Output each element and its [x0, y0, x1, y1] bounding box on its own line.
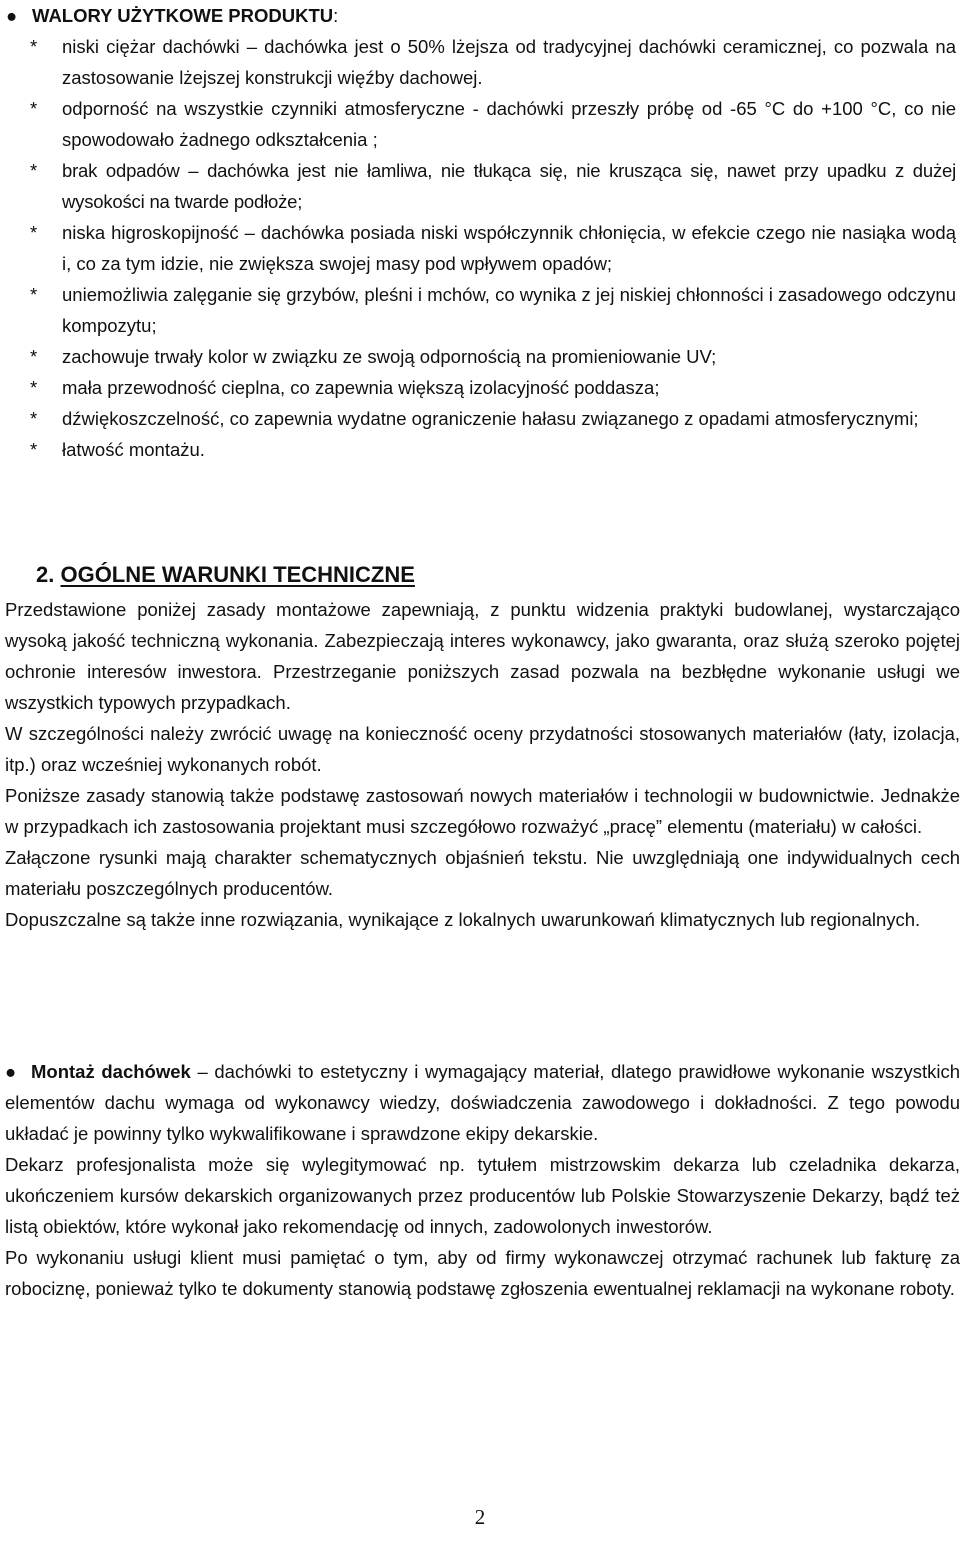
section-name: OGÓLNE WARUNKI TECHNICZNE: [60, 562, 415, 587]
tile-installation-section: [5, 1056, 960, 1304]
section-number: 2.: [36, 562, 61, 587]
advantage-item: [6, 217, 956, 279]
asterisk-marker: *: [30, 222, 38, 243]
technical-conditions-body: [5, 594, 960, 935]
advantage-text: niski ciężar dachówki – dachówka jest o 50% lżejsza od tradycyjnej dachówki ceramicznej, co pozwala na zastosowanie lżejszej konstrukcji więźby dachowej.: [62, 36, 956, 88]
advantage-text: zachowuje trwały kolor w związku ze swoją odpornością na promieniowanie UV;: [62, 346, 717, 367]
paragraph: Po wykonaniu usługi klient musi pamiętać o tym, aby od firmy wykonawczej otrzymać rachunek lub fakturę za robociznę, ponieważ tylko te dokumenty stanowią podstawę zgłoszenia ewentualnej reklamacji na wykonane roboty.: [5, 1247, 960, 1299]
paragraph: Załączone rysunki mają charakter schematycznych objaśnień tekstu. Nie uwzględniają one indywidualnych cech materiału poszczególnych producentów.: [5, 847, 960, 899]
advantage-text: łatwość montażu.: [62, 439, 205, 460]
asterisk-marker: *: [30, 98, 38, 119]
paragraph: [5, 1056, 960, 1149]
asterisk-marker: *: [30, 36, 38, 57]
advantage-text: brak odpadów – dachówka jest nie łamliwa, nie tłukąca się, nie krusząca się, nawet przy upadku z dużej wysokości na twarde podłoże;: [62, 160, 956, 212]
advantage-item: [6, 279, 956, 341]
advantage-item: [6, 341, 956, 372]
lead-phrase: Montaż dachówek: [31, 1061, 191, 1082]
product-advantages-section: [6, 0, 956, 465]
paragraph: Dopuszczalne są także inne rozwiązania, wynikające z lokalnych uwarunkowań klimatycznych lub regionalnych.: [5, 909, 921, 930]
advantage-text: odporność na wszystkie czynniki atmosferyczne - dachówki przeszły próbę od -65 °C do +100 °C, co nie spowodowało żadnego odkształcenia ;: [62, 98, 956, 150]
section-2-title: [36, 559, 415, 591]
asterisk-marker: *: [30, 439, 38, 460]
advantage-text: mała przewodność cieplna, co zapewnia większą izolacyjność poddasza;: [62, 377, 660, 398]
bullet-icon: ●: [6, 5, 18, 26]
advantage-item: [6, 403, 956, 434]
asterisk-marker: *: [30, 160, 37, 181]
paragraph: Poniższe zasady stanowią także podstawę zastosowań nowych materiałów i technologii w budownictwie. Jednakże w przypadkach ich zastosowania projektant musi szczegółowo rozważyć „pracę” elementu (materiału) w całości.: [5, 785, 960, 837]
asterisk-marker: *: [30, 346, 38, 367]
advantage-text: dźwiękoszczelność, co zapewnia wydatne ograniczenie hałasu związanego z opadami atmosferycznymi;: [62, 408, 919, 429]
asterisk-marker: *: [30, 408, 38, 429]
paragraph: W szczególności należy zwrócić uwagę na konieczność oceny przydatności stosowanych materiałów (łaty, izolacja, itp.) oraz wcześniej wykonanych robót.: [5, 723, 960, 775]
advantage-item: [6, 155, 956, 217]
lead-rest: – dachówki to estetyczny i wymagający materiał, dlatego prawidłowe wykonanie wszystkich elementów dachu wymaga od wykonawcy wiedzy, doświadczenia zawodowego i dokładności. Z tego powodu układać je powinny tylko wykwalifikowane i sprawdzone ekipy dekarskie.: [5, 1061, 960, 1144]
bullet-icon: ●: [5, 1061, 17, 1082]
advantage-item: [6, 93, 956, 155]
advantage-item: [6, 372, 956, 403]
asterisk-marker: *: [30, 284, 38, 305]
advantage-item: [6, 434, 956, 465]
paragraph: Przedstawione poniżej zasady montażowe zapewniają, z punktu widzenia praktyki budowlanej, wystarczająco wysoką jakość techniczną wykonania. Zabezpieczają interes wykonawcy, jako gwaranta, oraz służą szeroko pojętej ochronie interesów inwestora. Przestrzeganie poniższych zasad pozwala na bezbłędne wykonanie usługi we wszystkich typowych przypadkach.: [5, 599, 960, 713]
heading-title: WALORY UŻYTKOWE PRODUKTU: [32, 5, 334, 26]
advantage-item: [6, 31, 956, 93]
section-heading: [6, 0, 956, 31]
advantage-text: niska higroskopijność – dachówka posiada niski współczynnik chłonięcia, w efekcie czego nie nasiąka wodą i, co za tym idzie, nie zwiększa swojej masy pod wpływem opadów;: [62, 222, 956, 274]
paragraph: Dekarz profesjonalista może się wylegitymować np. tytułem mistrzowskim dekarza lub czeladnika dekarza, ukończeniem kursów dekarskich organizowanych przez producentów lub Polskie Stowarzyszenie Dekarzy, bądź też listą obiektów, które wykonał jako rekomendację od innych, zadowolonych inwestorów.: [5, 1154, 960, 1237]
asterisk-marker: *: [30, 377, 38, 398]
advantage-text: uniemożliwia zalęganie się grzybów, pleśni i mchów, co wynika z jej niskiej chłonności i zasadowego odczynu kompozytu;: [62, 284, 956, 336]
heading-colon: :: [333, 5, 339, 26]
page-number: 2: [474, 1505, 486, 1529]
